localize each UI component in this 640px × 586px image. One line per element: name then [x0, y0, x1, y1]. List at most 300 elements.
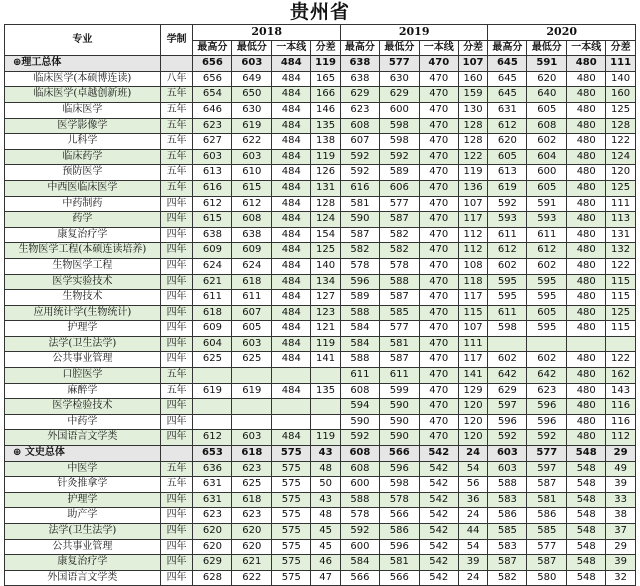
score-cell: 484 — [272, 71, 311, 87]
score-cell: 628 — [193, 570, 232, 586]
score-cell: 29 — [606, 446, 636, 462]
score-cell: 480 — [567, 180, 606, 196]
score-cell: 613 — [488, 165, 527, 181]
score-cell: 29 — [606, 539, 636, 555]
major-cell: 中医学 — [5, 461, 161, 477]
score-cell: 584 — [340, 321, 379, 337]
score-cell: 597 — [488, 399, 527, 415]
score-cell: 582 — [340, 243, 379, 259]
score-cell: 484 — [272, 165, 311, 181]
major-cell: ⊕理工总体 — [5, 56, 161, 72]
score-cell — [272, 414, 311, 430]
score-cell: 600 — [379, 102, 419, 118]
score-cell: 611 — [193, 290, 232, 306]
system-cell: 四年 — [160, 290, 193, 306]
score-cell: 480 — [567, 399, 606, 415]
header-col: 分差 — [458, 40, 488, 56]
score-cell: 598 — [379, 134, 419, 150]
score-cell: 480 — [567, 149, 606, 165]
score-cell: 592 — [340, 149, 379, 165]
score-cell: 623 — [193, 118, 232, 134]
major-cell: 助产学 — [5, 508, 161, 524]
score-cell: 598 — [488, 321, 527, 337]
score-cell: 585 — [379, 305, 419, 321]
score-cell: 605 — [527, 180, 567, 196]
score-cell: 480 — [567, 321, 606, 337]
score-cell: 470 — [419, 149, 458, 165]
major-cell: 法学(卫生法学) — [5, 336, 161, 352]
score-cell: 608 — [340, 383, 379, 399]
score-cell: 610 — [232, 165, 272, 181]
score-cell — [311, 414, 341, 430]
score-cell: 608 — [340, 446, 379, 462]
score-cell: 608 — [232, 212, 272, 228]
score-cell: 48 — [311, 508, 341, 524]
score-cell: 39 — [458, 555, 488, 571]
score-cell: 625 — [232, 352, 272, 368]
score-cell: 600 — [527, 165, 567, 181]
header-col: 最低分 — [527, 40, 567, 56]
score-cell: 590 — [379, 430, 419, 446]
score-cell: 592 — [488, 430, 527, 446]
score-cell: 645 — [488, 71, 527, 87]
score-cell: 608 — [340, 461, 379, 477]
score-cell: 548 — [567, 492, 606, 508]
system-cell: 五年 — [160, 102, 193, 118]
table-row — [5, 492, 636, 508]
score-cell: 107 — [458, 321, 488, 337]
header-col: 一本线 — [272, 40, 311, 56]
score-cell: 603 — [232, 149, 272, 165]
table-row — [5, 212, 636, 228]
score-cell: 618 — [193, 305, 232, 321]
score-cell: 484 — [272, 180, 311, 196]
score-cell: 107 — [458, 56, 488, 72]
major-cell: 儿科学 — [5, 134, 161, 150]
table-row — [5, 477, 636, 493]
score-cell: 45 — [311, 539, 341, 555]
score-cell: 470 — [419, 336, 458, 352]
score-cell: 625 — [193, 352, 232, 368]
score-cell: 112 — [606, 430, 636, 446]
score-cell: 480 — [567, 227, 606, 243]
table-row — [5, 102, 636, 118]
score-cell: 484 — [272, 243, 311, 259]
score-cell: 630 — [232, 102, 272, 118]
score-cell: 542 — [419, 524, 458, 540]
score-cell: 642 — [488, 368, 527, 384]
score-cell: 646 — [193, 102, 232, 118]
score-cell: 582 — [379, 243, 419, 259]
score-cell: 638 — [232, 227, 272, 243]
table-row — [5, 149, 636, 165]
score-cell: 620 — [193, 539, 232, 555]
score-cell: 592 — [340, 524, 379, 540]
score-cell: 111 — [606, 56, 636, 72]
major-cell: ⊕ 文史总体 — [5, 446, 161, 462]
score-cell: 24 — [458, 508, 488, 524]
score-cell: 470 — [419, 414, 458, 430]
score-cell: 596 — [527, 414, 567, 430]
score-cell: 607 — [340, 134, 379, 150]
system-cell: 五年 — [160, 461, 193, 477]
score-cell: 470 — [419, 258, 458, 274]
score-cell: 566 — [379, 508, 419, 524]
score-cell: 146 — [311, 102, 341, 118]
score-cell: 154 — [311, 227, 341, 243]
major-cell: 口腔医学 — [5, 368, 161, 384]
header-col: 一本线 — [567, 40, 606, 56]
score-cell: 581 — [340, 196, 379, 212]
table-row — [5, 118, 636, 134]
score-cell: 117 — [458, 290, 488, 306]
score-cell: 578 — [340, 258, 379, 274]
system-cell: 四年 — [160, 274, 193, 290]
system-cell: 五年 — [160, 477, 193, 493]
score-cell: 583 — [488, 492, 527, 508]
score-cell: 602 — [527, 134, 567, 150]
score-cell: 470 — [419, 368, 458, 384]
score-cell: 578 — [379, 492, 419, 508]
system-cell: 五年 — [160, 180, 193, 196]
score-cell: 603 — [232, 336, 272, 352]
score-cell: 480 — [567, 352, 606, 368]
score-cell: 470 — [419, 212, 458, 228]
score-cell: 578 — [379, 258, 419, 274]
score-cell: 470 — [419, 180, 458, 196]
score-cell: 629 — [379, 87, 419, 103]
score-cell: 470 — [419, 305, 458, 321]
score-cell: 590 — [340, 414, 379, 430]
score-cell: 575 — [272, 524, 311, 540]
score-cell: 656 — [193, 56, 232, 72]
major-cell: 临床医学(卓越创新班) — [5, 87, 161, 103]
score-cell: 36 — [458, 492, 488, 508]
score-cell: 595 — [488, 290, 527, 306]
score-cell: 620 — [232, 539, 272, 555]
score-cell: 587 — [527, 555, 567, 571]
score-cell: 141 — [458, 368, 488, 384]
table-row — [5, 134, 636, 150]
score-cell: 592 — [340, 430, 379, 446]
score-cell: 649 — [232, 71, 272, 87]
score-cell: 611 — [232, 290, 272, 306]
score-cell: 44 — [458, 524, 488, 540]
major-cell: 外国语言文学类 — [5, 430, 161, 446]
score-cell — [232, 368, 272, 384]
score-cell: 625 — [232, 477, 272, 493]
score-cell: 645 — [488, 87, 527, 103]
score-cell: 108 — [458, 258, 488, 274]
score-cell: 128 — [458, 134, 488, 150]
score-cell: 645 — [488, 56, 527, 72]
score-cell: 597 — [527, 461, 567, 477]
score-cell: 583 — [488, 539, 527, 555]
score-cell: 611 — [379, 368, 419, 384]
score-cell: 581 — [527, 492, 567, 508]
major-cell: 麻醉学 — [5, 383, 161, 399]
system-cell: 四年 — [160, 212, 193, 228]
score-cell: 600 — [340, 477, 379, 493]
score-cell: 587 — [379, 290, 419, 306]
score-cell: 630 — [379, 71, 419, 87]
score-cell: 480 — [567, 56, 606, 72]
score-cell: 480 — [567, 414, 606, 430]
score-cell: 135 — [311, 118, 341, 134]
score-cell: 620 — [232, 524, 272, 540]
score-cell: 470 — [419, 352, 458, 368]
score-cell: 620 — [527, 71, 567, 87]
score-cell: 116 — [606, 399, 636, 415]
score-cell: 480 — [567, 383, 606, 399]
score-cell: 484 — [272, 134, 311, 150]
score-cell: 115 — [606, 274, 636, 290]
score-cell: 575 — [272, 555, 311, 571]
score-cell: 577 — [379, 196, 419, 212]
score-cell: 586 — [527, 508, 567, 524]
score-cell: 125 — [311, 243, 341, 259]
score-cell: 590 — [379, 414, 419, 430]
score-cell: 33 — [606, 492, 636, 508]
score-cell: 119 — [311, 149, 341, 165]
score-cell: 596 — [379, 539, 419, 555]
table-row — [5, 305, 636, 321]
score-cell: 600 — [340, 539, 379, 555]
score-cell: 603 — [232, 56, 272, 72]
score-cell: 125 — [606, 102, 636, 118]
score-cell: 43 — [311, 446, 341, 462]
score-cell — [567, 336, 606, 352]
score-cell: 584 — [340, 336, 379, 352]
score-cell: 121 — [311, 321, 341, 337]
major-cell: 预防医学 — [5, 165, 161, 181]
score-cell: 605 — [527, 102, 567, 118]
major-cell: 中药制药 — [5, 196, 161, 212]
score-cell: 542 — [419, 477, 458, 493]
score-cell: 593 — [527, 212, 567, 228]
table-row — [5, 352, 636, 368]
score-cell: 484 — [272, 196, 311, 212]
header-year: 2019 — [340, 25, 487, 41]
score-cell: 595 — [527, 274, 567, 290]
score-cell: 589 — [379, 165, 419, 181]
major-cell: 法学(卫生法学) — [5, 524, 161, 540]
score-cell: 548 — [567, 477, 606, 493]
score-cell: 113 — [606, 212, 636, 228]
score-cell: 470 — [419, 399, 458, 415]
score-cell: 650 — [232, 87, 272, 103]
table-row — [5, 336, 636, 352]
score-cell: 653 — [193, 446, 232, 462]
score-cell: 39 — [606, 477, 636, 493]
score-cell: 589 — [340, 290, 379, 306]
score-cell: 616 — [193, 180, 232, 196]
score-cell: 484 — [272, 290, 311, 306]
score-cell: 577 — [379, 56, 419, 72]
score-cell: 591 — [527, 196, 567, 212]
score-cell: 575 — [272, 446, 311, 462]
system-cell: 四年 — [160, 321, 193, 337]
page-title: 贵州省 — [289, 1, 350, 23]
score-cell: 120 — [458, 399, 488, 415]
score-cell: 588 — [340, 305, 379, 321]
score-cell: 596 — [340, 274, 379, 290]
score-cell: 612 — [193, 196, 232, 212]
score-table — [4, 24, 636, 586]
table-row — [5, 87, 636, 103]
score-cell — [193, 414, 232, 430]
score-cell: 548 — [567, 461, 606, 477]
score-cell: 480 — [567, 87, 606, 103]
table-row — [5, 258, 636, 274]
score-cell: 595 — [488, 274, 527, 290]
score-cell: 603 — [488, 461, 527, 477]
score-cell: 578 — [340, 508, 379, 524]
system-cell: 四年 — [160, 570, 193, 586]
score-cell: 131 — [606, 227, 636, 243]
system-cell — [160, 446, 193, 462]
score-cell: 480 — [567, 196, 606, 212]
score-cell: 119 — [458, 165, 488, 181]
score-cell: 480 — [567, 212, 606, 228]
score-cell: 118 — [458, 274, 488, 290]
table-row — [5, 414, 636, 430]
score-cell: 623 — [193, 508, 232, 524]
major-cell: 医学实验技术 — [5, 274, 161, 290]
score-cell: 605 — [488, 149, 527, 165]
header-row-years — [5, 25, 636, 41]
system-cell: 四年 — [160, 352, 193, 368]
system-cell: 五年 — [160, 368, 193, 384]
system-cell: 八年 — [160, 71, 193, 87]
system-cell: 五年 — [160, 149, 193, 165]
system-cell: 四年 — [160, 227, 193, 243]
score-cell: 604 — [193, 336, 232, 352]
table-row — [5, 383, 636, 399]
score-cell: 542 — [419, 555, 458, 571]
system-cell: 四年 — [160, 508, 193, 524]
score-cell: 484 — [272, 352, 311, 368]
score-cell: 588 — [340, 492, 379, 508]
score-cell: 50 — [311, 477, 341, 493]
score-cell: 585 — [527, 524, 567, 540]
major-cell: 中西医临床医学 — [5, 180, 161, 196]
score-cell: 631 — [488, 102, 527, 118]
major-cell: 公共事业管理 — [5, 352, 161, 368]
table-row — [5, 321, 636, 337]
score-cell: 609 — [193, 243, 232, 259]
score-cell: 49 — [606, 461, 636, 477]
score-cell: 636 — [193, 461, 232, 477]
score-cell: 470 — [419, 430, 458, 446]
score-cell: 602 — [527, 352, 567, 368]
table-row — [5, 539, 636, 555]
score-cell: 107 — [458, 196, 488, 212]
score-cell: 656 — [193, 71, 232, 87]
score-cell: 623 — [232, 508, 272, 524]
score-cell: 627 — [193, 134, 232, 150]
score-cell: 134 — [311, 274, 341, 290]
score-cell: 115 — [606, 290, 636, 306]
major-cell: 生物医学工程 — [5, 258, 161, 274]
system-cell: 五年 — [160, 165, 193, 181]
score-cell — [232, 399, 272, 415]
score-cell: 613 — [193, 165, 232, 181]
score-cell: 587 — [340, 227, 379, 243]
score-cell: 140 — [311, 258, 341, 274]
major-cell: 临床医学 — [5, 102, 161, 118]
score-cell: 587 — [379, 212, 419, 228]
score-cell: 618 — [232, 446, 272, 462]
header-col: 一本线 — [419, 40, 458, 56]
major-cell: 药学 — [5, 212, 161, 228]
score-cell: 159 — [458, 87, 488, 103]
header-system: 学制 — [160, 25, 193, 56]
score-cell: 602 — [488, 352, 527, 368]
score-cell: 620 — [193, 524, 232, 540]
score-cell: 470 — [419, 227, 458, 243]
score-cell: 621 — [193, 274, 232, 290]
system-cell: 五年 — [160, 134, 193, 150]
score-cell: 484 — [272, 383, 311, 399]
score-cell: 129 — [458, 383, 488, 399]
score-cell: 621 — [232, 555, 272, 571]
score-cell: 140 — [606, 71, 636, 87]
system-cell: 五年 — [160, 87, 193, 103]
score-cell: 484 — [272, 430, 311, 446]
score-cell: 548 — [567, 570, 606, 586]
score-cell: 484 — [272, 258, 311, 274]
score-cell: 638 — [193, 227, 232, 243]
score-cell: 629 — [340, 87, 379, 103]
score-cell: 642 — [527, 368, 567, 384]
score-cell: 480 — [567, 368, 606, 384]
score-cell: 566 — [379, 446, 419, 462]
score-cell: 603 — [193, 149, 232, 165]
score-cell: 548 — [567, 539, 606, 555]
major-cell: 医学影像学 — [5, 118, 161, 134]
table-row — [5, 430, 636, 446]
score-cell: 623 — [527, 383, 567, 399]
system-cell: 四年 — [160, 258, 193, 274]
score-cell: 119 — [311, 56, 341, 72]
score-cell: 575 — [272, 492, 311, 508]
score-cell: 542 — [419, 461, 458, 477]
score-cell: 623 — [340, 102, 379, 118]
score-cell — [488, 336, 527, 352]
score-cell: 581 — [379, 555, 419, 571]
score-cell: 548 — [567, 446, 606, 462]
score-cell: 130 — [458, 102, 488, 118]
score-cell: 604 — [527, 149, 567, 165]
score-cell: 141 — [311, 352, 341, 368]
score-cell: 586 — [488, 508, 527, 524]
score-cell: 611 — [488, 305, 527, 321]
score-cell: 123 — [311, 305, 341, 321]
system-cell: 四年 — [160, 399, 193, 415]
score-cell: 484 — [272, 87, 311, 103]
table-row — [5, 508, 636, 524]
score-cell: 587 — [527, 477, 567, 493]
table-row — [5, 524, 636, 540]
score-cell: 43 — [311, 492, 341, 508]
score-cell: 480 — [567, 243, 606, 259]
score-cell: 624 — [193, 258, 232, 274]
score-cell: 480 — [567, 290, 606, 306]
score-cell: 592 — [488, 196, 527, 212]
score-cell: 588 — [488, 477, 527, 493]
score-cell: 609 — [232, 243, 272, 259]
